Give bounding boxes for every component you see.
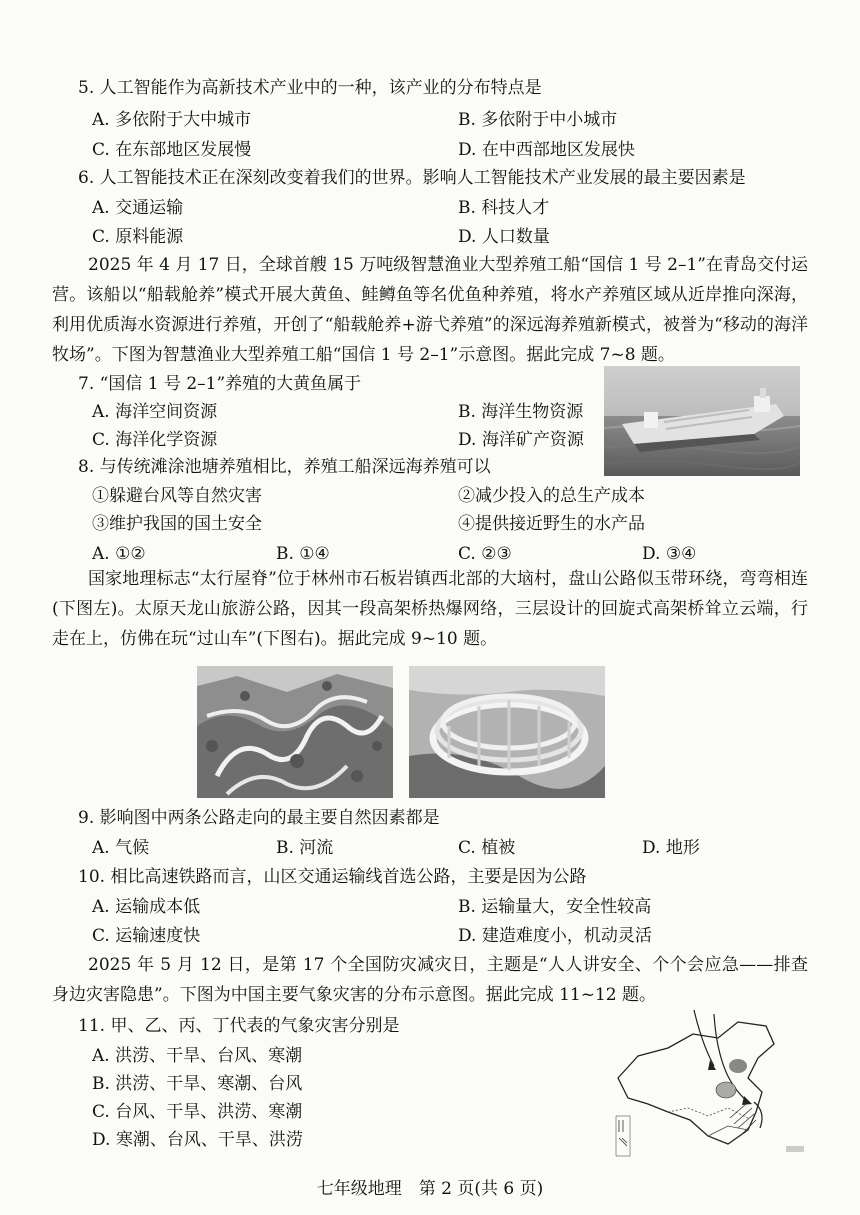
q6-option-a: A. 交通运输 [92,198,184,218]
q7-option-d: D. 海洋矿产资源 [458,430,584,450]
q9-option-d: D. 地形 [642,838,700,858]
q10-option-b: B. 运输量大，安全性较高 [458,897,652,917]
passage-ship: 2025 年 4 月 17 日，全球首艘 15 万吨级智慧渔业大型养殖工船“国信 1 号 2–1”在青岛交付运营。该船以“船载舱养”模式开展大黄鱼、鲑鳟鱼等名优鱼种养殖，将水产养殖区域从近岸推向深海，利用优质海水资源进行养殖，开创了“船载舱养+游弋养殖”的深远海养殖新模式，被誉为“移动的海洋牧场”。下图为智慧渔业大型养殖工船“国信 1 号 2–1”示意图。据此完成 7~8 题。 [52,255,808,365]
q5-option-a: A. 多依附于大中城市 [92,110,252,130]
q10-option-a: A. 运输成本低 [92,897,201,917]
china-disaster-map [598,1008,810,1158]
q8-statement-4: ④提供接近野生的水产品 [458,514,645,534]
passage-roads: 国家地理标志“太行屋脊”位于林州市石板岩镇西北部的大垴村，盘山公路似玉带环绕，弯弯相连(下图左)。太原天龙山旅游公路，因其一段高架桥热爆网络，三层设计的回旋式高架桥耸立云端，行走在上，仿佛在玩“过山车”(下图右)。据此完成 9~10 题。 [52,569,808,649]
aquaculture-ship-photo [604,366,800,476]
q8-option-d: D. ③④ [642,544,697,564]
q11-option-b: B. 洪涝、干旱、寒潮、台风 [92,1074,303,1094]
q9-option-a: A. 气候 [92,838,150,858]
q8-stem: 8. 与传统滩涂池塘养殖相比，养殖工船深远海养殖可以 [78,457,491,477]
q9-option-c: C. 植被 [458,838,516,858]
q10-option-c: C. 运输速度快 [92,926,201,946]
q8-statement-1: ①躲避台风等自然灾害 [92,486,262,506]
q11-stem: 11. 甲、乙、丙、丁代表的气象灾害分别是 [78,1016,400,1036]
q8-option-b: B. ①④ [276,544,330,564]
page-footer: 七年级地理 第 2 页(共 6 页) [316,1179,544,1199]
q8-statement-3: ③维护我国的国土安全 [92,514,262,534]
q11-option-c: C. 台风、干旱、洪涝、寒潮 [92,1102,303,1122]
q8-option-c: C. ②③ [458,544,512,564]
q7-option-b: B. 海洋生物资源 [458,402,584,422]
q5-option-d: D. 在中西部地区发展快 [458,140,635,160]
q8-statement-2: ②减少投入的总生产成本 [458,486,645,506]
q10-option-d: D. 建造难度小，机动灵活 [458,926,652,946]
q8-option-a: A. ①② [92,544,146,564]
q5-option-c: C. 在东部地区发展慢 [92,140,252,160]
q5-option-b: B. 多依附于中小城市 [458,110,618,130]
q7-stem: 7. “国信 1 号 2–1”养殖的大黄鱼属于 [78,374,362,394]
q10-stem: 10. 相比高速铁路而言，山区交通运输线首选公路，主要是因为公路 [78,867,587,887]
q6-stem: 6. 人工智能技术正在深刻改变着我们的世界。影响人工智能技术产业发展的最主要因素是 [78,168,746,188]
q9-option-b: B. 河流 [276,838,334,858]
spiral-viaduct-photo [409,666,605,798]
passage-disaster: 2025 年 5 月 12 日，是第 17 个全国防灾减灾日，主题是“人人讲安全、个个会应急——排查身边灾害隐患”。下图为中国主要气象灾害的分布示意图。据此完成 11~12 题。 [52,955,809,1005]
q6-option-c: C. 原料能源 [92,227,184,247]
q9-stem: 9. 影响图中两条公路走向的最主要自然因素都是 [78,808,440,828]
q6-option-b: B. 科技人才 [458,198,550,218]
q7-option-a: A. 海洋空间资源 [92,402,218,422]
q11-option-a: A. 洪涝、干旱、台风、寒潮 [92,1046,303,1066]
q7-option-c: C. 海洋化学资源 [92,430,218,450]
q5-stem: 5. 人工智能作为高新技术产业中的一种，该产业的分布特点是 [78,78,542,98]
mountain-road-photo [197,666,393,798]
q11-option-d: D. 寒潮、台风、干旱、洪涝 [92,1130,303,1150]
q6-option-d: D. 人口数量 [458,227,550,247]
